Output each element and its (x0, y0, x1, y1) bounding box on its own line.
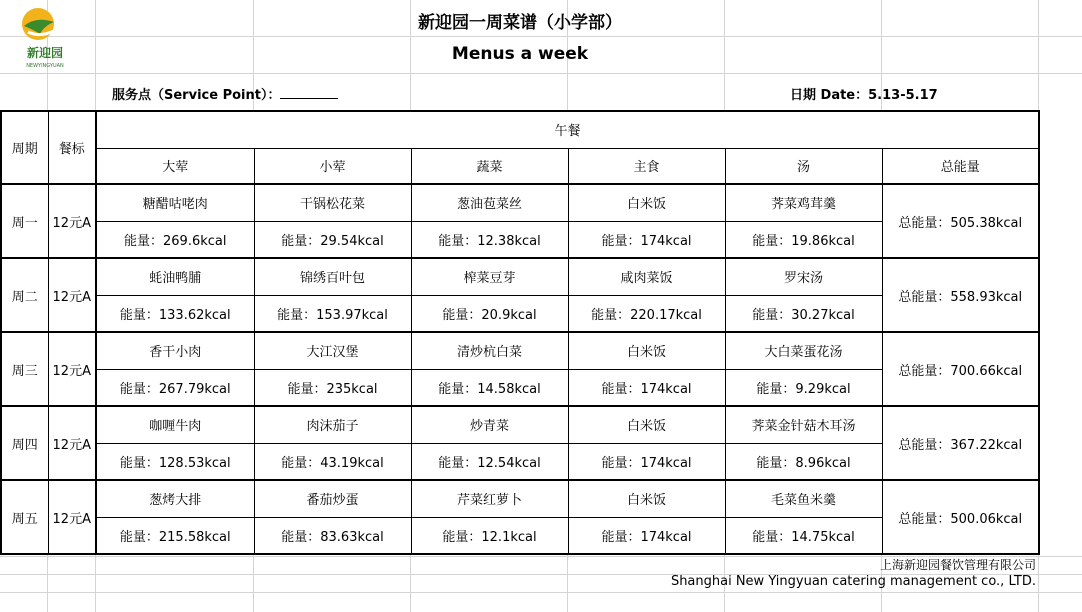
energy-cell: 能量：9.29kcal (725, 369, 882, 406)
price-cell: 12元A (48, 184, 96, 258)
page-title-en: Menus a week (451, 44, 589, 64)
energy-cell: 能量：133.62kcal (96, 295, 254, 332)
energy-cell: 能量：29.54kcal (254, 221, 411, 258)
table-row (1, 332, 1039, 369)
weekly-menu-table (0, 110, 1040, 555)
col-group-lunch: 午餐 (96, 111, 1039, 148)
day-cell: 周四 (1, 406, 48, 480)
dish-cell: 葱烤大排 (96, 480, 254, 517)
service-point-label: 服务点（Service Point）： (112, 88, 281, 103)
dish-cell: 咸肉菜饭 (568, 258, 725, 295)
energy-cell: 能量：12.54kcal (411, 443, 568, 480)
energy-cell: 能量：128.53kcal (96, 443, 254, 480)
logo-text: 新迎园 (26, 46, 64, 60)
dish-cell: 罗宋汤 (725, 258, 882, 295)
day-cell: 周五 (1, 480, 48, 554)
table-row (1, 480, 1039, 517)
table-row (1, 406, 1039, 443)
service-point (112, 84, 338, 103)
energy-cell: 能量：174kcal (568, 221, 725, 258)
energy-cell: 能量：174kcal (568, 443, 725, 480)
price-cell: 12元A (48, 332, 96, 406)
dish-cell: 白米饭 (568, 184, 725, 221)
table-row (1, 184, 1039, 221)
total-energy-cell: 总能量：505.38kcal (882, 184, 1039, 258)
dish-cell: 蚝油鸭脯 (96, 258, 254, 295)
energy-cell: 能量：235kcal (254, 369, 411, 406)
col-header-vegetable: 蔬菜 (411, 148, 568, 184)
total-energy-cell: 总能量：558.93kcal (882, 258, 1039, 332)
energy-cell: 能量：267.79kcal (96, 369, 254, 406)
price-cell: 12元A (48, 406, 96, 480)
total-energy-cell: 总能量：700.66kcal (882, 332, 1039, 406)
dish-cell: 白米饭 (568, 332, 725, 369)
dish-cell: 咖喱牛肉 (96, 406, 254, 443)
col-header-week: 周期 (1, 111, 48, 184)
energy-cell: 能量：174kcal (568, 517, 725, 554)
page-title-cn: 新迎园一周菜谱（小学部） (418, 13, 622, 33)
total-energy-cell: 总能量：367.22kcal (882, 406, 1039, 480)
col-header-staple: 主食 (568, 148, 725, 184)
dish-cell: 榨菜豆芽 (411, 258, 568, 295)
col-header-main-meat: 大荤 (96, 148, 254, 184)
dish-cell: 荠菜鸡茸羹 (725, 184, 882, 221)
dish-cell: 清炒杭白菜 (411, 332, 568, 369)
col-header-soup: 汤 (725, 148, 882, 184)
energy-cell: 能量：14.58kcal (411, 369, 568, 406)
price-cell: 12元A (48, 480, 96, 554)
day-cell: 周二 (1, 258, 48, 332)
dish-cell: 锦绣百叶包 (254, 258, 411, 295)
energy-cell: 能量：12.38kcal (411, 221, 568, 258)
energy-cell: 能量：43.19kcal (254, 443, 411, 480)
dish-cell: 荠菜金针菇木耳汤 (725, 406, 882, 443)
table-row (1, 258, 1039, 295)
dish-cell: 葱油苞菜丝 (411, 184, 568, 221)
dish-cell: 毛菜鱼米羹 (725, 480, 882, 517)
energy-cell: 能量：19.86kcal (725, 221, 882, 258)
energy-cell: 能量：153.97kcal (254, 295, 411, 332)
col-header-total-energy: 总能量 (882, 148, 1039, 184)
energy-cell: 能量：12.1kcal (411, 517, 568, 554)
energy-cell: 能量：269.6kcal (96, 221, 254, 258)
energy-cell: 能量：174kcal (568, 369, 725, 406)
energy-cell: 能量：215.58kcal (96, 517, 254, 554)
day-cell: 周三 (1, 332, 48, 406)
dish-cell: 肉沫茄子 (254, 406, 411, 443)
energy-cell: 能量：20.9kcal (411, 295, 568, 332)
dish-cell: 炒青菜 (411, 406, 568, 443)
dish-cell: 芹菜红萝卜 (411, 480, 568, 517)
dish-cell: 白米饭 (568, 480, 725, 517)
energy-cell: 能量：14.75kcal (725, 517, 882, 554)
dish-cell: 香干小肉 (96, 332, 254, 369)
company-name-cn: 上海新迎园餐饮管理有限公司 (879, 558, 1036, 572)
dish-cell: 番茄炒蛋 (254, 480, 411, 517)
day-cell: 周一 (1, 184, 48, 258)
company-name-en: Shanghai New Yingyuan catering management co., LTD. (670, 574, 1036, 589)
date-range: 日期 Date：5.13-5.17 (790, 88, 938, 103)
total-energy-cell: 总能量：500.06kcal (882, 480, 1039, 554)
dish-cell: 糖醋咕咾肉 (96, 184, 254, 221)
energy-cell: 能量：83.63kcal (254, 517, 411, 554)
price-cell: 12元A (48, 258, 96, 332)
energy-cell: 能量：220.17kcal (568, 295, 725, 332)
logo-subtext: NEWYINGYUAN (26, 63, 64, 69)
dish-cell: 干锅松花菜 (254, 184, 411, 221)
energy-cell: 能量：8.96kcal (725, 443, 882, 480)
dish-cell: 大江汉堡 (254, 332, 411, 369)
dish-cell: 白米饭 (568, 406, 725, 443)
col-header-price: 餐标 (48, 111, 96, 184)
col-header-side-meat: 小荤 (254, 148, 411, 184)
energy-cell: 能量：30.27kcal (725, 295, 882, 332)
service-point-blank (280, 86, 338, 99)
dish-cell: 大白菜蛋花汤 (725, 332, 882, 369)
